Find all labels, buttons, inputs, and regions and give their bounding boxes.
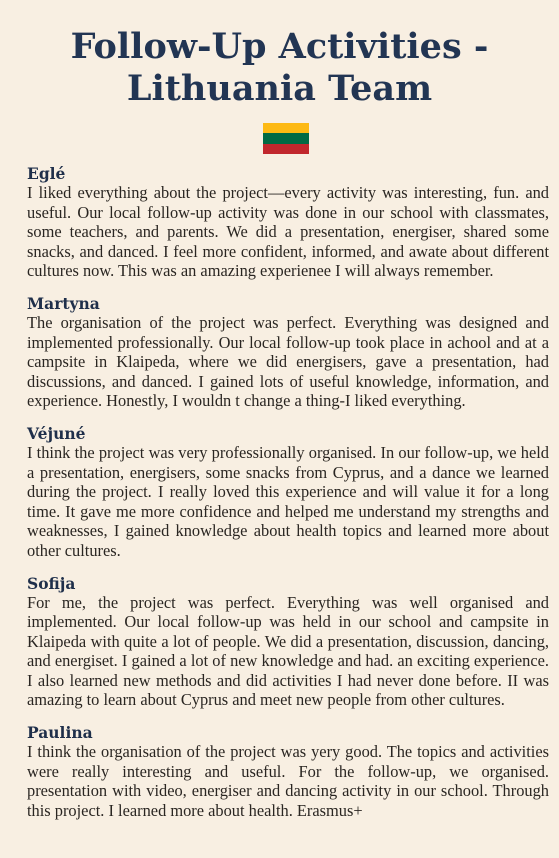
testimonial-text: I think the project was very professionally organised. In our follow-up, we held a presentation, energisers, some snacks from Cyprus, and a dance we learned during the project. I really loved this experience and will value it for a long time. It gave me more confidence and helped me understand my strengths and weaknesses, I gained knowledge about health topics and learned more about other cultures. [27,442,549,560]
testimonial-name: Eglé [27,164,66,183]
testimonial-name: Paulina [27,723,93,743]
testimonial-text: I liked everything about the project—every activity was interesting, fun. and useful. Our local follow-up activity was done in our school with classmates, some teachers, and parents. We did a presentation, energiser, shared some snacks, and danced. I feel more confident, informed, and awate about different cultures now. This was an amazing experienee I will always remember. [27,183,549,281]
lithuania-flag-icon [263,123,309,154]
testimonial-text: The organisation of the project was perfect. Everything was designed and implemented professionally. Our local follow-up took place in achool and at a campsite in Klaipeda, where we did energisers, gave a presentation, had discussions, and danced. I gained lots of useful knowledge, information, and experience. Honestly, I wouldn t change a thing-I liked everything. [27,312,549,411]
flag-stripe-yellow [263,123,309,133]
testimonial-paulina [27,723,549,820]
page-title: Follow-Up Activities - Lithuania Team [70,26,489,109]
flag-stripe-red [263,144,309,154]
testimonials-list [27,164,549,833]
testimonial-egle [27,164,549,281]
testimonial-text: I think the organisation of the project was yery good. The topics and activities were really interesting and useful. For the follow-up, we organised. presentation with video, energiser and dancing activity in our school. Through this project. I learned more about health. Erasmus+ [27,742,549,820]
testimonial-martyna [27,294,549,411]
testimonial-vejune [27,424,549,561]
testimonial-sofija [27,574,549,711]
testimonial-name: Martyna [27,293,100,313]
testimonial-name: Véjuné [27,423,86,443]
flag-stripe-green [263,133,309,143]
testimonial-name: Sofija [27,573,76,593]
testimonial-text: For me, the project was perfect. Everything was well organised and implemented. Our local follow-up was held in our school and campsite in Klaipeda with quite a lot of people. We did a presentation, discussion, dancing, and energiset. I gained a lot of new knowledge and had. an exciting experience. I also learned new methods and did activities I had never done before. II was amazing to learn about Cyprus and meet new people from other cultures. [27,592,549,710]
